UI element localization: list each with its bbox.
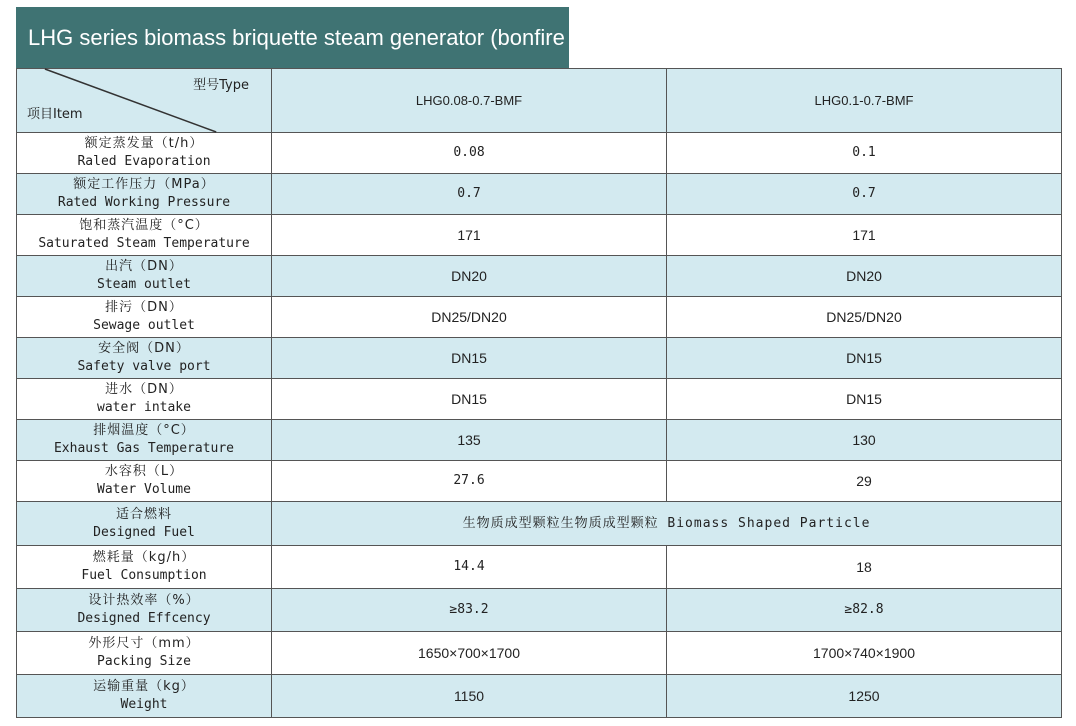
- row-label-cn: 设计热效率（%）: [88, 593, 200, 608]
- page-title: LHG series biomass briquette steam generator (bonfire model): [16, 7, 569, 68]
- table-row: [17, 502, 1062, 546]
- table-row: [17, 297, 1062, 338]
- row-label-cn: 水容积（L）: [104, 464, 184, 479]
- value-cell: 0.1: [667, 133, 1062, 174]
- row-label: [17, 133, 272, 174]
- table-row: [17, 589, 1062, 632]
- table-row: [17, 174, 1062, 215]
- row-label-en: Designed Fuel: [93, 524, 195, 540]
- value-cell: 0.08: [272, 133, 667, 174]
- row-label: [17, 297, 272, 338]
- row-label: [17, 546, 272, 589]
- table-row: [17, 215, 1062, 256]
- row-label-cn: 外形尺寸（mm）: [88, 636, 200, 651]
- row-label: [17, 420, 272, 461]
- value-cell: 1650×700×1700: [272, 632, 667, 675]
- row-label-cn: 饱和蒸汽温度（°C）: [79, 218, 209, 233]
- value-cell: 14.4: [272, 546, 667, 589]
- value-cell: 0.7: [667, 174, 1062, 215]
- row-label: [17, 215, 272, 256]
- value-cell: DN15: [272, 379, 667, 420]
- value-cell: 29: [667, 461, 1062, 502]
- table-row: [17, 338, 1062, 379]
- row-label-cn: 适合燃料: [115, 506, 172, 522]
- row-label: [17, 502, 272, 546]
- value-cell: 1250: [667, 675, 1062, 718]
- value-cell: DN25/DN20: [272, 297, 667, 338]
- table-row: [17, 420, 1062, 461]
- row-label: [17, 256, 272, 297]
- table-row: [17, 546, 1062, 589]
- row-label-cn: 排污（DN）: [105, 300, 183, 315]
- header-item-label: 项目Item: [27, 107, 83, 122]
- row-label: [17, 675, 272, 718]
- row-label-en: Water Volume: [97, 482, 191, 497]
- value-cell: 1700×740×1900: [667, 632, 1062, 675]
- header-model-1: LHG0.08-0.7-BMF: [272, 69, 667, 133]
- value-cell: DN15: [667, 379, 1062, 420]
- value-cell: 130: [667, 420, 1062, 461]
- table-row: [17, 379, 1062, 420]
- table-header-row: [17, 69, 1062, 133]
- table-row: [17, 256, 1062, 297]
- value-cell: ≥83.2: [272, 589, 667, 632]
- value-cell: DN15: [272, 338, 667, 379]
- row-label-cn: 进水（DN）: [105, 382, 183, 397]
- header-corner-cell: [17, 69, 272, 133]
- value-cell: ≥82.8: [667, 589, 1062, 632]
- value-cell: 27.6: [272, 461, 667, 502]
- row-label-en: Steam outlet: [97, 277, 191, 292]
- value-cell: 0.7: [272, 174, 667, 215]
- value-cell: DN20: [272, 256, 667, 297]
- row-label-en: Designed Effcency: [77, 611, 211, 626]
- row-label-en: Rated Working Pressure: [57, 195, 231, 210]
- value-cell: 1150: [272, 675, 667, 718]
- spec-table: [16, 68, 1062, 718]
- row-label-cn: 运输重量（kg）: [93, 679, 195, 694]
- row-label: [17, 174, 272, 215]
- header-model-2: LHG0.1-0.7-BMF: [667, 69, 1062, 133]
- row-label: [17, 589, 272, 632]
- row-label-en: Sewage outlet: [93, 318, 195, 333]
- row-label-en: Exhaust Gas Temperature: [53, 441, 234, 456]
- row-label: [17, 379, 272, 420]
- value-cell: 135: [272, 420, 667, 461]
- row-label-en: Saturated Steam Temperature: [38, 236, 250, 251]
- row-label-cn: 安全阀（DN）: [98, 341, 190, 356]
- row-label-cn: 排烟温度（°C）: [93, 423, 195, 438]
- row-label-en: Raled Evaporation: [77, 154, 211, 169]
- header-type-label: 型号Type: [193, 78, 249, 93]
- value-cell: 171: [272, 215, 667, 256]
- row-label-en: Weight: [120, 697, 168, 712]
- value-cell: DN25/DN20: [667, 297, 1062, 338]
- designed-fuel-value: 生物质成型颗粒生物质成型颗粒 Biomass Shaped Particle: [272, 502, 1062, 546]
- value-cell: 18: [667, 546, 1062, 589]
- table-row: [17, 632, 1062, 675]
- value-cell: 171: [667, 215, 1062, 256]
- table-row: [17, 461, 1062, 502]
- row-label-en: Safety valve port: [77, 359, 211, 374]
- row-label-cn: 额定蒸发量（t/h）: [84, 136, 204, 151]
- row-label-en: Packing Size: [97, 654, 191, 669]
- row-label: [17, 632, 272, 675]
- value-cell: DN20: [667, 256, 1062, 297]
- row-label-en: Fuel Consumption: [81, 568, 207, 583]
- row-label-en: water intake: [97, 400, 191, 415]
- row-label: [17, 461, 272, 502]
- row-label-cn: 额定工作压力（MPa）: [73, 177, 215, 192]
- table-row: [17, 133, 1062, 174]
- row-label-cn: 燃耗量（kg/h）: [92, 550, 196, 565]
- row-label-cn: 出汽（DN）: [105, 259, 183, 274]
- value-cell: DN15: [667, 338, 1062, 379]
- table-row: [17, 675, 1062, 718]
- row-label: [17, 338, 272, 379]
